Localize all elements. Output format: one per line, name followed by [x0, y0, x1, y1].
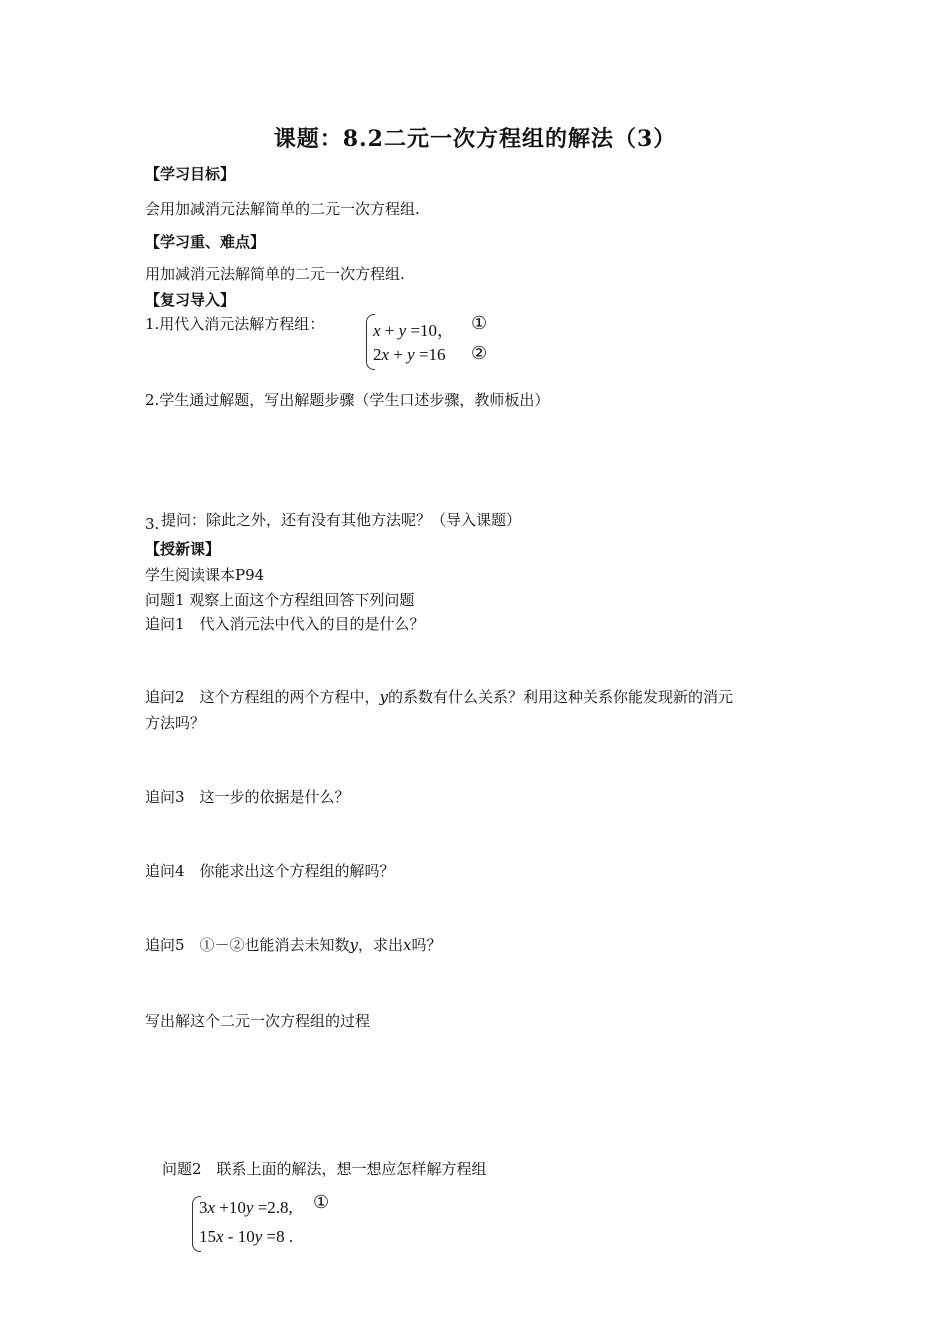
review-item-3: 提问：除此之外，还有没有其他方法呢？（导入课题） — [161, 511, 522, 529]
follow-up-5: 追问5 ①－②也能消去未知数y，求出x吗？ — [145, 936, 442, 954]
equation-1: x + y =10， — [373, 321, 455, 340]
equation-3: 3x +10y =2.8, — [199, 1198, 293, 1217]
follow-up-1: 追问1 代入消元法中代入的目的是什么？ — [145, 615, 425, 633]
follow-up-2: 追问2 这个方程组的两个方程中，y的系数有什么关系？利用这种关系你能发现新的消元 — [145, 688, 734, 706]
follow-up-4: 追问4 你能求出这个方程组的解吗？ — [145, 862, 395, 880]
write-process-text: 写出解这个二元一次方程组的过程 — [145, 1012, 371, 1030]
circled-one-marker: ① — [313, 1192, 330, 1213]
follow-up-3: 追问3 这一步的依据是什么？ — [145, 788, 350, 806]
review-header: 【复习导入】 — [145, 291, 236, 309]
circled-one-marker: ① — [471, 313, 488, 334]
circled-two-marker: ② — [471, 343, 488, 364]
focus-header: 【学习重、难点】 — [145, 233, 266, 251]
review-item-1: 1.用代入消元法解方程组： — [145, 315, 325, 333]
reading-text: 学生阅读课本P94 — [145, 566, 265, 584]
page-title: 课题：8.2二元一次方程组的解法（3） — [273, 126, 677, 152]
new-lesson-header: 【授新课】 — [145, 540, 221, 558]
equation-4: 15x - 10y =8 . — [199, 1227, 294, 1246]
focus-text: 用加减消元法解简单的二元一次方程组. — [145, 265, 405, 283]
question-1: 问题1 观察上面这个方程组回答下列问题 — [145, 591, 415, 609]
follow-up-2-continued: 方法吗？ — [145, 714, 206, 732]
review-item-2: 2.学生通过解题，写出解题步骤（学生口述步骤，教师板出） — [145, 391, 550, 409]
review-item-3-number: 3. — [145, 515, 160, 533]
goal-text: 会用加减消元法解简单的二元一次方程组. — [145, 200, 420, 218]
goal-header: 【学习目标】 — [145, 165, 236, 183]
equation-2: 2x + y =16 — [373, 345, 446, 364]
question-2: 问题2 联系上面的解法，想一想应怎样解方程组 — [162, 1160, 487, 1178]
